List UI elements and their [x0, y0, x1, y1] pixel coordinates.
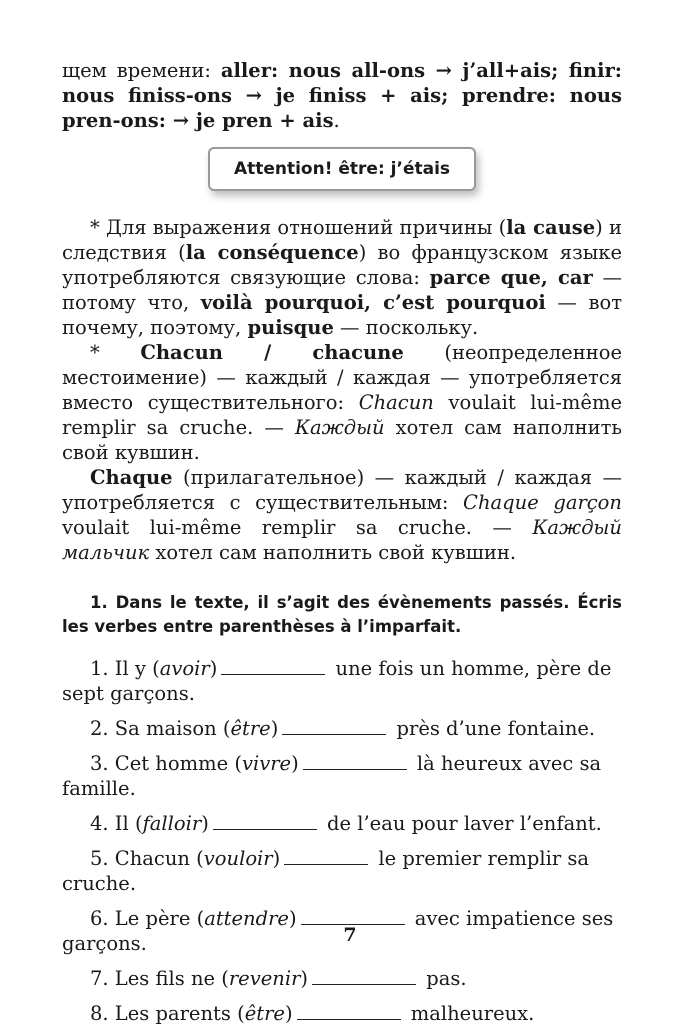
- chacun-paragraph: [62, 340, 622, 465]
- text: — вот почему, поэтому,: [62, 291, 623, 339]
- attention-box: Attention! être: j’étais: [208, 147, 476, 191]
- intro-end: .: [333, 109, 340, 132]
- exercise-item: 3. Cet homme (vivre) là heureux avec sa famille.: [62, 751, 602, 800]
- example-italic: Chacun: [358, 391, 434, 414]
- term-puisque: puisque: [247, 316, 334, 339]
- exercise-item: 2. Sa maison (être) près d’une fontaine.: [90, 716, 596, 740]
- text: *: [90, 341, 141, 364]
- translation-italic: Каждый: [294, 416, 385, 439]
- answer-blank[interactable]: [282, 718, 386, 735]
- term-la-cause: la cause: [506, 216, 596, 239]
- chaque-paragraph: [62, 465, 622, 565]
- term-la-consequence: la conséquence: [185, 241, 359, 264]
- text: хотел сам наполнить свой кувшин.: [149, 541, 517, 564]
- exercise-item: 5. Chacun (vouloir) le premier remplir sa cruche.: [62, 846, 590, 895]
- text: (прилагательное) — каждый / каждая — употребляется с существительным:: [62, 466, 622, 514]
- text: — поскольку.: [333, 316, 479, 339]
- exercise-item: 4. Il (falloir) de l’eau pour laver l’enfant.: [90, 811, 602, 835]
- text: хотел сам наполнить свой кувшин.: [62, 416, 622, 464]
- term-chaque: Chaque: [90, 466, 173, 489]
- intro-text: щем времени:: [62, 59, 221, 82]
- text: voulait lui-même remplir sa cruche. —: [62, 391, 622, 439]
- cause-paragraph: [62, 215, 622, 340]
- text: — потому что,: [62, 266, 622, 314]
- answer-blank[interactable]: [297, 1003, 401, 1020]
- exercise-item: 8. Les parents (être) malheureux.: [90, 1001, 535, 1025]
- exercise-list: [62, 656, 622, 1026]
- answer-blank[interactable]: [213, 813, 317, 830]
- intro-conjugation: aller: nous all-ons → j’all+ais; finir: nous finiss-ons → je finiss + ais; prendre: nous pren-ons: → je pren + ais: [62, 59, 622, 132]
- example-italic: Chaque garçon: [463, 491, 622, 514]
- page-content: [62, 58, 622, 1026]
- answer-blank[interactable]: [301, 908, 405, 925]
- text: * Для выражения отношений причины (: [90, 216, 507, 239]
- answer-blank[interactable]: [312, 968, 416, 985]
- text: voulait lui-même remplir sa cruche. —: [62, 516, 533, 539]
- text: (неопределенное местоимение) — каждый / каждая — употребляется вместо существительного:: [62, 341, 622, 414]
- exercise-item: 1. Il y (avoir) une fois un homme, père de sept garçons.: [62, 656, 612, 705]
- page-number: 7: [343, 924, 357, 946]
- answer-blank[interactable]: [303, 753, 407, 770]
- answer-blank[interactable]: [284, 848, 368, 865]
- answer-blank[interactable]: [221, 658, 325, 675]
- text: ) и следствия (: [62, 216, 622, 264]
- term-chacun: Chacun / chacune: [140, 341, 404, 364]
- translation-italic: Каждый мальчик: [62, 516, 622, 564]
- exercise-item: 6. Le père (attendre) avec impatience ses garçons.: [62, 906, 614, 955]
- text: ) во французском языке употребляются связующие слова:: [62, 241, 622, 289]
- exercise-item: 7. Les fils ne (revenir) pas.: [90, 966, 467, 990]
- term-parce-que: parce que, car: [429, 266, 593, 289]
- task-instruction: 1. Dans le texte, il s’agit des évènements passés. Écris les verbes entre parenthèses à l’imparfait.: [62, 593, 622, 636]
- intro-paragraph: [62, 58, 622, 133]
- term-voila-pourquoi: voilà pourquoi, c’est pourquoi: [200, 291, 546, 314]
- attention-box-wrapper: [62, 147, 622, 191]
